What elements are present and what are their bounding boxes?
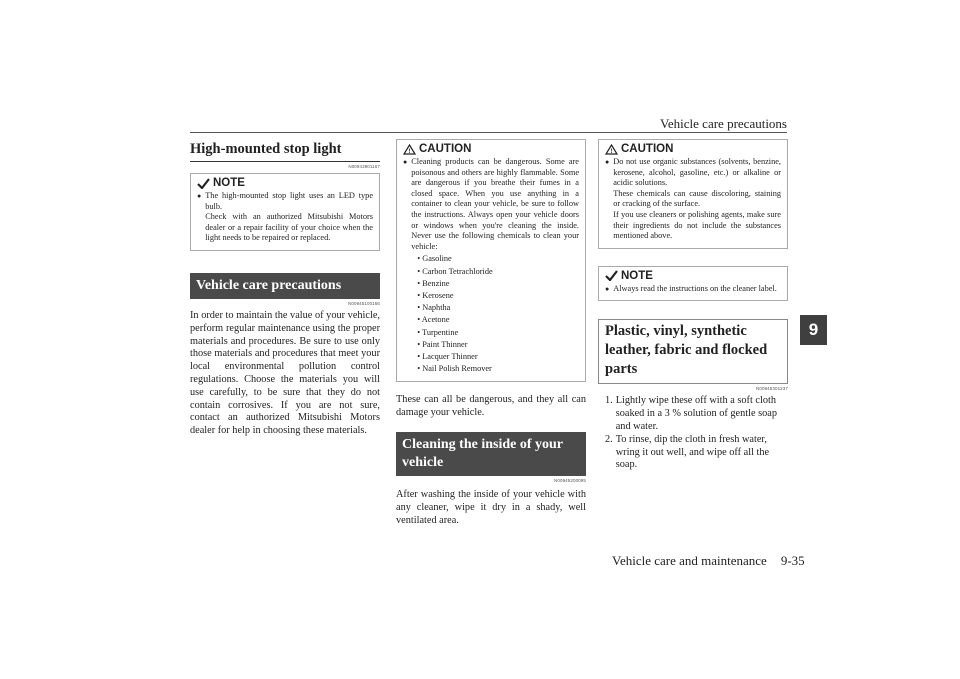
heading-vehicle-care-precautions: Vehicle care precautions — [190, 273, 380, 299]
list-item: • Paint Thinner — [417, 339, 468, 349]
note-box — [190, 173, 380, 251]
list-item: • Turpentine — [417, 327, 459, 337]
column-3 — [598, 139, 788, 472]
bullet-icon: ● — [403, 158, 408, 166]
footer-section: Vehicle care and maintenance — [612, 553, 767, 568]
list-item: • Benzine — [417, 278, 450, 288]
bullet-icon: ● — [605, 158, 610, 166]
caution-text: Cleaning products can be dangerous. Some are poisonous and others are highly flammable. Some are dangerous if you breathe their fumes in a closed space. When you use anything in a container to clean your vehicle, be sure to follow the instructions. Always open your vehicle doors or windows when you're cleaning the inside. Never use the following chemicals to clean your vehicle: — [411, 157, 579, 251]
ref-code: N00945100166 — [348, 300, 380, 306]
list-item: • Naphtha — [417, 303, 451, 313]
list-item: 1. Lightly wipe these off with a soft cloth soaked in a 3 % solution of gentle soap and water. — [605, 395, 778, 432]
steps-list — [598, 395, 788, 472]
column-1 — [190, 139, 380, 438]
danger-paragraph: These can all be dangerous, and they all can damage your vehicle. — [396, 394, 586, 419]
caution-label — [403, 143, 579, 155]
heading-cleaning-inside: Cleaning the inside of your vehicle — [396, 432, 586, 476]
note-item — [605, 284, 781, 295]
caution-item — [403, 157, 579, 375]
note-text: The high-mounted stop light uses an LED type bulb. Check with an authorized Mitsubishi Motors dealer or a repair facility of your choice when the light needs to be repaired or replaced. — [205, 191, 373, 243]
running-header: Vehicle care precautions — [659, 116, 787, 131]
svg-text:!: ! — [408, 148, 411, 155]
heading-high-mounted-stop-light: High-mounted stop light — [190, 139, 380, 162]
bullet-icon: ● — [197, 192, 202, 200]
svg-text:!: ! — [610, 148, 613, 155]
warning-triangle-icon — [403, 144, 416, 155]
ref-code: N00943901167 — [348, 164, 380, 169]
warning-triangle-icon — [605, 144, 618, 155]
caution-label-text: CAUTION — [621, 143, 674, 155]
caution-label — [605, 143, 781, 155]
list-item: • Gasoline — [417, 254, 452, 264]
list-item: • Acetone — [417, 315, 450, 325]
caution-text: Do not use organic substances (solvents, benzine, kerosene, alcohol, gasoline, etc.) or alkaline or acidic solutions. These chemicals can cause discoloring, staining or cracking of the surface. If you use cleaners or polishing agents, make sure their ingredients do not include the substances mentioned above. — [613, 157, 781, 241]
checkmark-icon — [605, 270, 618, 281]
intro-paragraph: In order to maintain the value of your vehicle, perform regular maintenance using the proper materials and procedures. Be sure to use only those materials and procedures that meet your local environmental pollution control regulations. Choose the materials you will use carefully, to be sure that they do not contain corrosives. If you are not sure, contact an authorized Mitsubishi Motors dealer for help in choosing these materials. — [190, 309, 380, 437]
list-item: • Nail Polish Remover — [417, 364, 492, 374]
page-number: 9-35 — [780, 553, 805, 568]
caution-label-text: CAUTION — [419, 143, 472, 155]
note-box — [598, 266, 788, 302]
note-label — [605, 270, 781, 282]
note-text: Always read the instructions on the cleaner label. — [613, 283, 777, 293]
note-item — [197, 191, 373, 244]
ref-code: N00945200095 — [554, 477, 586, 483]
caution-box — [598, 139, 788, 249]
checkmark-icon — [197, 178, 210, 189]
list-item: 2. To rinse, dip the cloth in fresh water, wring it out well, and wipe off all the soap. — [605, 433, 770, 471]
note-label — [197, 177, 373, 189]
bullet-icon: ● — [605, 284, 610, 293]
column-2 — [396, 139, 586, 527]
cleaning-paragraph: After washing the inside of your vehicle with any cleaner, wipe it dry in a shady, well ventilated area. — [396, 488, 586, 526]
note-label-text: NOTE — [213, 177, 245, 189]
heading-plastic-vinyl: Plastic, vinyl, synthetic leather, fabric and flocked parts — [598, 319, 788, 384]
caution-box — [396, 139, 586, 382]
ref-code: N00945301237 — [756, 386, 788, 392]
chapter-tab: 9 — [800, 315, 827, 345]
list-item: • Kerosene — [417, 290, 454, 300]
caution-item — [605, 157, 781, 242]
page-footer — [612, 553, 805, 569]
header-rule — [190, 132, 787, 133]
note-label-text: NOTE — [621, 269, 653, 282]
chemical-list — [417, 253, 579, 375]
list-item: • Carbon Tetrachloride — [417, 266, 493, 276]
list-item: • Lacquer Thinner — [417, 351, 478, 361]
